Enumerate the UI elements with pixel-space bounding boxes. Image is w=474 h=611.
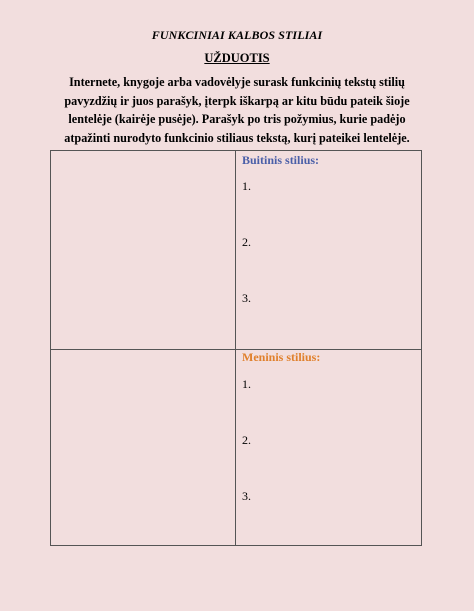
example-cell-meninis[interactable]	[51, 350, 235, 545]
feature-number-2: 2.	[242, 433, 251, 447]
feature-number-2: 2.	[242, 235, 251, 249]
page-title: FUNKCINIAI KALBOS STILIAI	[151, 28, 323, 42]
instructions-paragraph	[48, 73, 426, 147]
instructions-line: atpažinti nurodyto funkcinio stiliaus tekstą, kurį pateikei lentelėje.	[64, 130, 410, 145]
feature-number-1: 1.	[242, 377, 251, 391]
task-heading	[0, 51, 474, 66]
feature-number-1: 1.	[242, 179, 251, 193]
style-heading-buitinis: Buitinis stilius:	[242, 153, 320, 167]
features-cell-buitinis[interactable]	[236, 151, 421, 349]
instructions-line: Internete, knygoje arba vadovėlyje surask funkcinių tekstų stilių	[69, 75, 405, 89]
style-heading-meninis: Meninis stilius:	[242, 350, 321, 364]
task-heading-text: UŽDUOTIS	[204, 51, 270, 65]
feature-number-3: 3.	[242, 291, 251, 305]
features-cell-meninis[interactable]	[236, 350, 421, 545]
feature-number-3: 3.	[242, 489, 251, 503]
instructions-line: pavyzdžių ir juos parašyk, įterpk iškarpą ar kitu būdu pateik šioje	[64, 93, 410, 108]
example-cell-buitinis[interactable]	[51, 151, 235, 349]
instructions-line: lentelėje (kairėje pusėje). Parašyk po tris požymius, kurie padėjo	[68, 112, 406, 127]
answer-table	[50, 150, 422, 546]
